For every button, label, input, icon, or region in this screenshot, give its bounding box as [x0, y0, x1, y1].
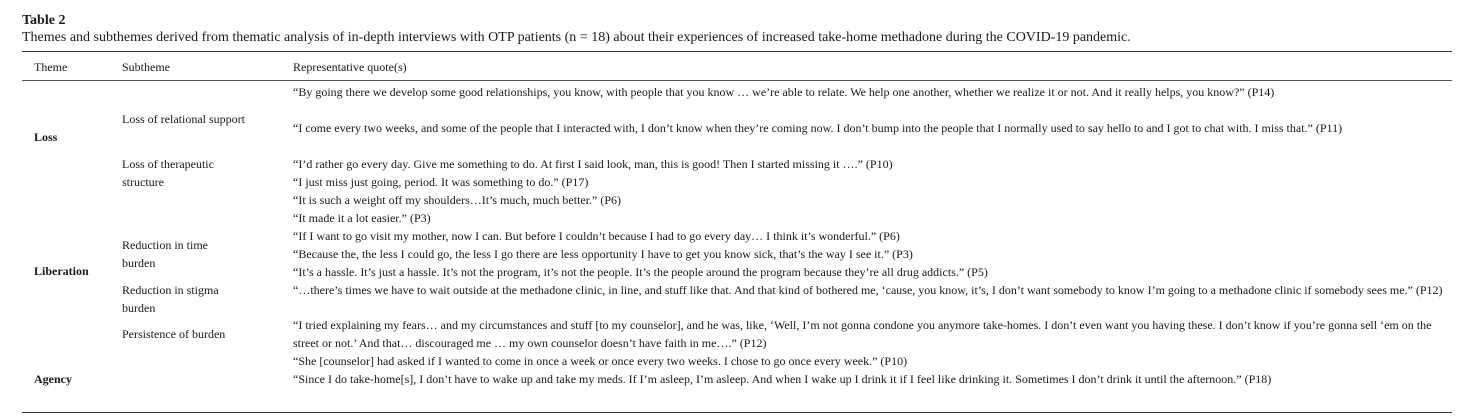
table-header — [22, 52, 1452, 80]
quote-p14: “By going there we develop some good relationships, you know, with people that you know … we’re able to relate. We help one another, whether we realize it or not. And it really helps, you know?” (P14) — [293, 85, 1275, 99]
theme-loss: Loss — [34, 130, 58, 144]
subtheme-therapeutic-line1: Loss of therapeutic — [122, 157, 214, 171]
quote-p11: “I come every two weeks, and some of the people that I interacted with, I don’t know when they’re coming now. I don’t bump into the people that I normally used to say hello to and I got to chat with. I miss that.” (P11) — [293, 121, 1343, 135]
quote-p10-a: “I’d rather go every day. Give me something to do. At first I said look, man, this is good! Then I started missing it ….” (P10) — [293, 157, 893, 171]
table-body — [22, 81, 1452, 412]
subtheme-therapeutic-line2: structure — [122, 175, 164, 189]
table-caption: Themes and subthemes derived from thematic analysis of in-depth interviews with OTP patients (n = 18) about their experiences of increased take-home methadone during the COVID-19 pandemic. — [22, 30, 1131, 45]
header-theme: Theme — [34, 60, 68, 74]
subtheme-time-line2: burden — [122, 256, 156, 270]
quote-p12-b: “I tried explaining my fears… and my circumstances and stuff [to my counselor], and he was, like, ‘Well, I’m not gonna condone you anymore take-homes. I don’t even want you having these. I don’t know if you’re gonna sell ‘em on the street or not.’ And that… discouraged me … my own counselor doesn’t have faith in me….” (P12) — [293, 318, 1432, 350]
theme-liberation: Liberation — [34, 264, 89, 278]
table-label: Table 2 — [22, 13, 66, 28]
quote-p18: “Since I do take-home[s], I don’t have to wake up and take my meds. If I’m asleep, I’m asleep. And when I wake up I drink it if I feel like drinking it. Sometimes I don’t drink it until the afternoon.” (P18) — [293, 372, 1272, 386]
quote-p5: “It’s a hassle. It’s just a hassle. It’s not the program, it’s not the people. It’s the people around the program because they’re all drug addicts.” (P5) — [293, 265, 988, 279]
theme-agency: Agency — [34, 372, 72, 386]
quote-p6-a: “It is such a weight off my shoulders…It’s much, much better.” (P6) — [293, 193, 622, 207]
subtheme-relational: Loss of relational support — [122, 112, 245, 126]
quote-p3-a: “It made it a lot easier.” (P3) — [293, 211, 431, 225]
quote-p6-b: “If I want to go visit my mother, now I can. But before I couldn’t because I had to go every day… I think it’s wonderful.” (P6) — [293, 229, 900, 243]
subtheme-time-line1: Reduction in time — [122, 238, 208, 252]
quote-p10-b: “She [counselor] had asked if I wanted to come in once a week or once every two weeks. I chose to go once every week.” (P10) — [293, 354, 908, 368]
table-container — [22, 12, 1452, 413]
header-subtheme: Subtheme — [122, 60, 170, 74]
quote-p12-a: “…there’s times we have to wait outside at the methadone clinic, in line, and stuff like that. And that kind of bothered me, ‘cause, you know, it’s, I don’t want somebody to know I’m going to a methadone clinic if somebody sees me.” (P12) — [293, 283, 1443, 297]
quote-p17: “I just miss just going, period. It was something to do.” (P17) — [293, 175, 589, 189]
header-quotes: Representative quote(s) — [293, 60, 407, 74]
quote-p3-b: “Because the, the less I could go, the less I go there are less opportunity I have to get you know sick, that’s the way I see it.” (P3) — [293, 247, 913, 261]
bottom-rule — [22, 412, 1452, 413]
subtheme-stigma-line1: Reduction in stigma — [122, 283, 219, 297]
subtheme-persistence: Persistence of burden — [122, 327, 226, 341]
subtheme-stigma-line2: burden — [122, 301, 156, 315]
